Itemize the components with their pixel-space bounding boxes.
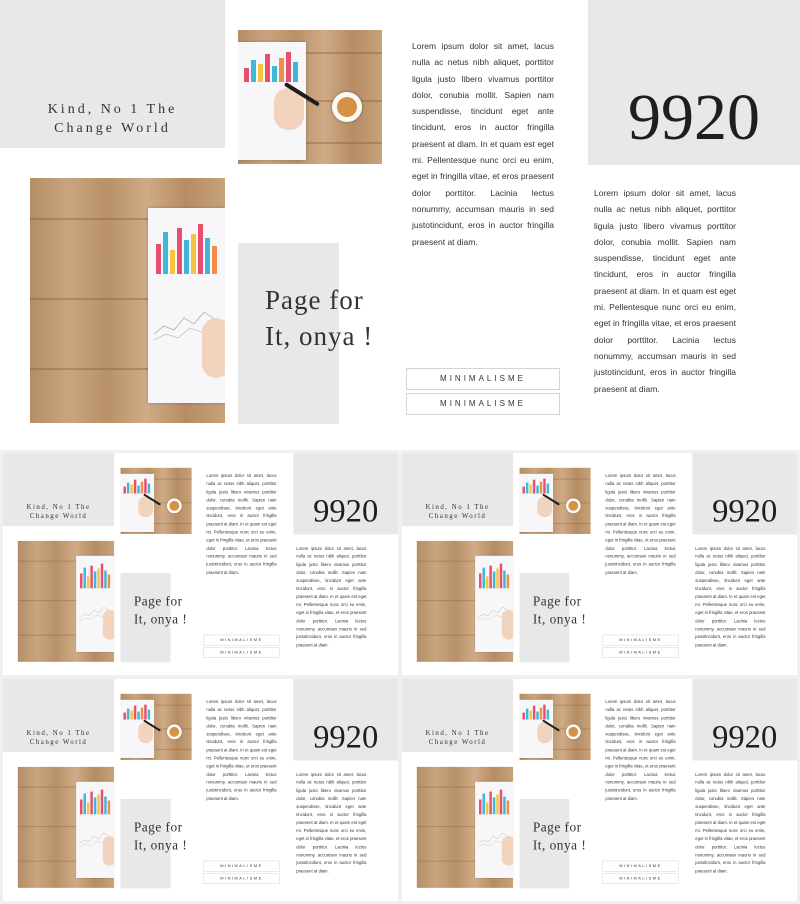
slide-content <box>3 453 398 675</box>
hand <box>502 836 513 866</box>
hand <box>103 836 114 866</box>
coffee-cup <box>566 724 581 739</box>
big-number: 9920 <box>712 492 778 530</box>
photo-desk-left <box>417 541 513 662</box>
slide-main <box>0 0 800 450</box>
body-text-2: Lorem ipsum dolor sit amet, lacus nulla ac netus nibh aliquet, porttitor ligula justo libero vivamus porttitor dolor, conubia mollit. Sapien nam suspendisse, tincidunt eget ante tincidunt, eros in auctor fringilla praesent at diam. In et quam est eget mi. Pellentesque nunc orci eu enim, eget in fringilla vitae, et eros praesent dolor porttitor. Lacinia lectus nonummy, accumsan mauris in sed justotincidunt, eros in auctor fringilla praesent at diam. <box>296 545 367 648</box>
tagline: Kind, No 1 The Change World <box>47 102 178 136</box>
tagline: Kind, No 1 The Change World <box>425 503 490 521</box>
photo-desk-left <box>18 767 114 888</box>
photo-desk-top <box>121 468 192 534</box>
body-text-1: Lorem ipsum dolor sit amet, lacus nulla ac netus nibh aliquet, porttitor ligula justo libero vivamus porttitor dolor, conubia mollit. Sapien nam suspendisse, tincidunt eget ante tincidunt, eros in auctor fringilla praesent at diam. In et quam est eget mi. Pellentesque nunc orci eu enim, eget in fringilla vitae, et eros praesent dolor porttitor. Lacinia lectus nonummy, accumsan mauris in sed justotincidunt, eros in auctor fringilla praesent at diam. <box>206 699 277 801</box>
tagline: Kind, No 1 The Change World <box>26 503 91 521</box>
slide-thumb-4[interactable] <box>402 679 797 901</box>
slide-content <box>402 453 797 675</box>
heading: Page for It, onya ! <box>532 819 587 853</box>
slide-content <box>402 679 797 901</box>
body-text-1: Lorem ipsum dolor sit amet, lacus nulla ac netus nibh aliquet, porttitor ligula justo libero vivamus porttitor dolor, conubia mollit. Sapien nam suspendisse, tincidunt eget ante tincidunt, eros in auctor fringilla praesent at diam. In et quam est eget mi. Pellentesque nunc orci eu enim, eget in fringilla vitae, et eros praesent dolor porttitor. Lacinia lectus nonummy, accumsan mauris in sed justotincidunt, eros in auctor fringilla praesent at diam. <box>412 41 554 247</box>
slide-thumb-2[interactable] <box>402 453 797 675</box>
heading: Page for It, onya ! <box>532 593 587 627</box>
body-text-1: Lorem ipsum dolor sit amet, lacus nulla ac netus nibh aliquet, porttitor ligula justo libero vivamus porttitor dolor, conubia mollit. Sapien nam suspendisse, tincidunt eget ante tincidunt, eros in auctor fringilla praesent at diam. In et quam est eget mi. Pellentesque nunc orci eu enim, eget in fringilla vitae, et eros praesent dolor porttitor. Lacinia lectus nonummy, accumsan mauris in sed justotincidunt, eros in auctor fringilla praesent at diam. <box>605 473 676 575</box>
heading: Page for It, onya ! <box>265 285 374 351</box>
hand <box>103 610 114 640</box>
coffee-cup <box>566 498 581 513</box>
slide-content <box>0 0 800 450</box>
big-number: 9920 <box>313 718 379 756</box>
body-text-1: Lorem ipsum dolor sit amet, lacus nulla ac netus nibh aliquet, porttitor ligula justo libero vivamus porttitor dolor, conubia mollit. Sapien nam suspendisse, tincidunt eget ante tincidunt, eros in auctor fringilla praesent at diam. In et quam est eget mi. Pellentesque nunc orci eu enim, eget in fringilla vitae, et eros praesent dolor porttitor. Lacinia lectus nonummy, accumsan mauris in sed justotincidunt, eros in auctor fringilla praesent at diam. <box>206 473 277 575</box>
slide-thumb-1[interactable] <box>3 453 398 675</box>
photo-desk-left <box>18 541 114 662</box>
label-box-1: MINIMALISME <box>602 861 678 872</box>
hand <box>202 318 225 378</box>
coffee-cup <box>167 498 182 513</box>
tagline: Kind, No 1 The Change World <box>425 729 490 747</box>
label-box-1: MINIMALISME <box>203 635 279 646</box>
body-text-2: Lorem ipsum dolor sit amet, lacus nulla ac netus nibh aliquet, porttitor ligula justo libero vivamus porttitor dolor, conubia mollit. Sapien nam suspendisse, tincidunt eget ante tincidunt, eros in auctor fringilla praesent at diam. In et quam est eget mi. Pellentesque nunc orci eu enim, eget in fringilla vitae, et eros praesent dolor porttitor. Lacinia lectus nonummy, accumsan mauris in sed justotincidunt, eros in auctor fringilla praesent at diam. <box>695 771 766 874</box>
body-text-2: Lorem ipsum dolor sit amet, lacus nulla ac netus nibh aliquet, porttitor ligula justo libero vivamus porttitor dolor, conubia mollit. Sapien nam suspendisse, tincidunt eget ante tincidunt, eros in auctor fringilla praesent at diam. In et quam est eget mi. Pellentesque nunc orci eu enim, eget in fringilla vitae, et eros praesent dolor porttitor. Lacinia lectus nonummy, accumsan mauris in sed justotincidunt, eros in auctor fringilla praesent at diam. <box>594 188 736 394</box>
label-box-2: MINIMALISME <box>203 647 279 658</box>
label-box-1: MINIMALISME <box>203 861 279 872</box>
photo-desk-top <box>238 30 382 164</box>
photo-desk-top <box>520 468 591 534</box>
label-box-1: MINIMALISME <box>406 368 560 390</box>
big-number: 9920 <box>628 81 760 154</box>
body-text-1: Lorem ipsum dolor sit amet, lacus nulla ac netus nibh aliquet, porttitor ligula justo libero vivamus porttitor dolor, conubia mollit. Sapien nam suspendisse, tincidunt eget ante tincidunt, eros in auctor fringilla praesent at diam. In et quam est eget mi. Pellentesque nunc orci eu enim, eget in fringilla vitae, et eros praesent dolor porttitor. Lacinia lectus nonummy, accumsan mauris in sed justotincidunt, eros in auctor fringilla praesent at diam. <box>605 699 676 801</box>
label-box-2: MINIMALISME <box>602 873 678 884</box>
label-box-2: MINIMALISME <box>406 393 560 415</box>
photo-desk-top <box>520 694 591 760</box>
heading: Page for It, onya ! <box>133 593 188 627</box>
slide-thumb-3[interactable] <box>3 679 398 901</box>
coffee-cup <box>332 92 362 122</box>
label-box-2: MINIMALISME <box>602 647 678 658</box>
body-text-2: Lorem ipsum dolor sit amet, lacus nulla ac netus nibh aliquet, porttitor ligula justo libero vivamus porttitor dolor, conubia mollit. Sapien nam suspendisse, tincidunt eget ante tincidunt, eros in auctor fringilla praesent at diam. In et quam est eget mi. Pellentesque nunc orci eu enim, eget in fringilla vitae, et eros praesent dolor porttitor. Lacinia lectus nonummy, accumsan mauris in sed justotincidunt, eros in auctor fringilla praesent at diam. <box>695 545 766 648</box>
label-box-2: MINIMALISME <box>203 873 279 884</box>
heading: Page for It, onya ! <box>133 819 188 853</box>
photo-desk-left <box>30 178 225 423</box>
photo-desk-top <box>121 694 192 760</box>
tagline: Kind, No 1 The Change World <box>26 729 91 747</box>
photo-desk-left <box>417 767 513 888</box>
body-text-2: Lorem ipsum dolor sit amet, lacus nulla ac netus nibh aliquet, porttitor ligula justo libero vivamus porttitor dolor, conubia mollit. Sapien nam suspendisse, tincidunt eget ante tincidunt, eros in auctor fringilla praesent at diam. In et quam est eget mi. Pellentesque nunc orci eu enim, eget in fringilla vitae, et eros praesent dolor porttitor. Lacinia lectus nonummy, accumsan mauris in sed justotincidunt, eros in auctor fringilla praesent at diam. <box>296 771 367 874</box>
label-box-1: MINIMALISME <box>602 635 678 646</box>
slide-content <box>3 679 398 901</box>
big-number: 9920 <box>712 718 778 756</box>
hand <box>502 610 513 640</box>
coffee-cup <box>167 724 182 739</box>
big-number: 9920 <box>313 492 379 530</box>
